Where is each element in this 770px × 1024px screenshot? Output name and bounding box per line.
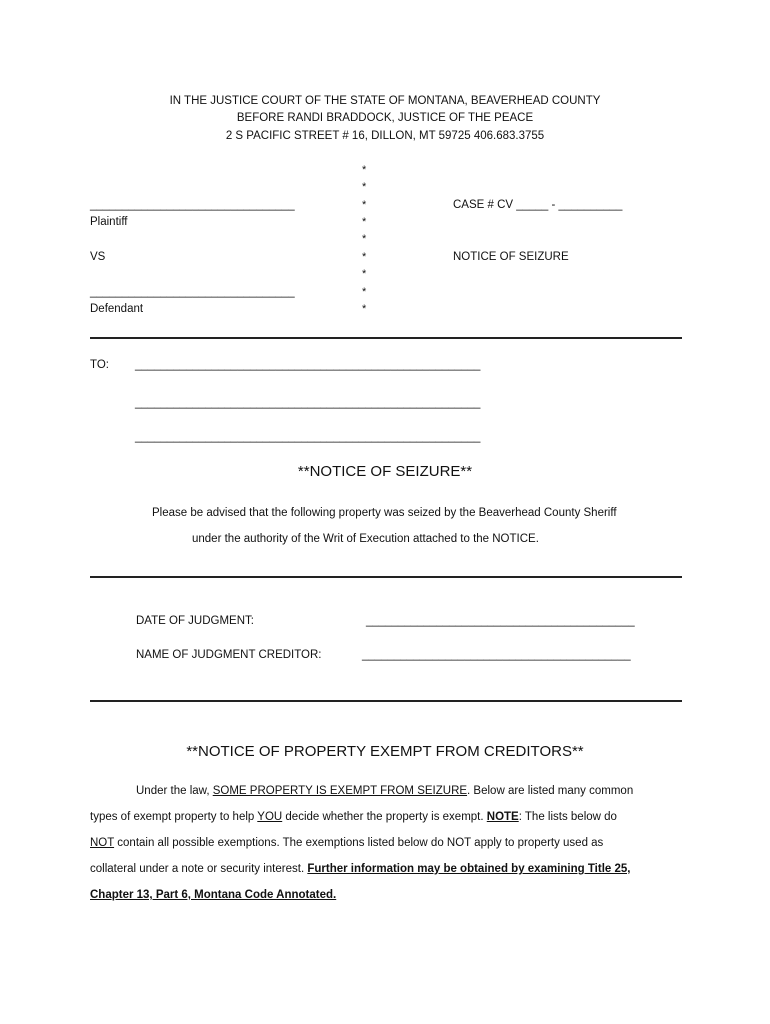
star: * <box>362 268 367 280</box>
exempt-emphasis: SOME PROPERTY IS EXEMPT FROM SEIZURE <box>212 785 468 797</box>
vs-label: VS <box>90 251 106 263</box>
exempt-title: **NOTICE OF PROPERTY EXEMPT FROM CREDITORS** <box>186 743 584 760</box>
judge-name: BEFORE RANDI BRADDOCK, JUSTICE OF THE PEACE <box>236 112 534 124</box>
judgment-creditor-field[interactable]: __________________________________________ <box>362 649 631 661</box>
exempt-line-2: types of exempt property to help YOU decide whether the property is exempt. NOTE: The lists below do <box>90 811 617 823</box>
defendant-blank[interactable]: ________________________________ <box>90 286 295 298</box>
statute-reference-cont: Chapter 13, Part 6, Montana Code Annotated. <box>90 889 337 901</box>
not-emphasis: NOT <box>90 837 115 849</box>
judgment-creditor-label: NAME OF JUDGMENT CREDITOR: <box>136 649 322 661</box>
seizure-title: **NOTICE OF SEIZURE** <box>297 463 473 480</box>
to-line-2[interactable]: ______________________________________________________ <box>135 397 481 409</box>
note-emphasis: NOTE <box>486 811 519 823</box>
plaintiff-blank[interactable]: ________________________________ <box>90 199 295 211</box>
caption-divider <box>90 337 682 339</box>
exempt-line-3: NOT contain all possible exemptions. The exemptions listed below do NOT apply to property used as <box>90 837 604 849</box>
judgment-date-field[interactable]: __________________________________________ <box>366 615 635 627</box>
statute-reference: Further information may be obtained by examining Title 25, <box>307 863 631 875</box>
star: * <box>362 216 367 228</box>
judgment-divider <box>90 700 682 702</box>
court-address: 2 S PACIFIC STREET # 16, DILLON, MT 59725 406.683.3755 <box>225 130 545 142</box>
to-line-1[interactable]: ______________________________________________________ <box>135 359 481 371</box>
plaintiff-label: Plaintiff <box>90 216 128 228</box>
exempt-line-5 <box>90 882 690 908</box>
exempt-line-4: collateral under a note or security interest. Further information may be obtained by examining Title 25, <box>90 863 631 875</box>
seizure-text-1: Please be advised that the following property was seized by the Beaverhead County Sheriff <box>152 507 617 519</box>
star: * <box>362 199 367 211</box>
court-name: IN THE JUSTICE COURT OF THE STATE OF MONTANA, BEAVERHEAD COUNTY <box>169 95 601 107</box>
to-label: TO: <box>90 359 109 371</box>
seizure-divider <box>90 576 682 578</box>
you-emphasis: YOU <box>257 811 283 823</box>
document-type: NOTICE OF SEIZURE <box>453 251 569 263</box>
star: * <box>362 164 367 176</box>
exempt-paragraph <box>90 778 690 908</box>
star: * <box>362 286 367 298</box>
case-number[interactable]: CASE # CV _____ - __________ <box>453 199 623 211</box>
exempt-line-1: Under the law, SOME PROPERTY IS EXEMPT FROM SEIZURE. Below are listed many common <box>136 785 634 797</box>
seizure-text-2: under the authority of the Writ of Execution attached to the NOTICE. <box>192 533 539 545</box>
star: * <box>362 181 367 193</box>
to-line-3[interactable]: ______________________________________________________ <box>135 431 481 443</box>
star: * <box>362 251 367 263</box>
star: * <box>362 303 367 315</box>
judgment-date-label: DATE OF JUDGMENT: <box>136 615 254 627</box>
defendant-label: Defendant <box>90 303 144 315</box>
star: * <box>362 233 367 245</box>
